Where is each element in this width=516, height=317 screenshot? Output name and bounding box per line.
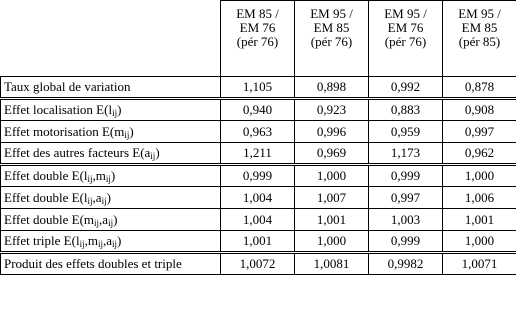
row-label xyxy=(1,77,221,99)
label-text: ,m xyxy=(84,233,98,248)
value-cell: 0,9982 xyxy=(369,253,443,275)
label-text: ,a xyxy=(102,233,112,248)
value-cell: 0,992 xyxy=(369,77,443,99)
value-cell: 1,001 xyxy=(443,209,516,231)
header-line: EM 85 xyxy=(313,20,350,35)
value-cell: 0,959 xyxy=(369,121,443,143)
label-text: ) xyxy=(155,145,160,160)
value-cell: 0,999 xyxy=(221,165,295,187)
label-text: ,a xyxy=(99,211,109,227)
value-cell: 1,0072 xyxy=(221,253,295,275)
value-cell: 1,004 xyxy=(221,187,295,209)
value-cell: 1,000 xyxy=(443,165,516,187)
value-cell: 0,969 xyxy=(295,143,369,165)
label-subscript: ij xyxy=(150,151,156,161)
value-cell: 0,999 xyxy=(369,231,443,253)
header-cell xyxy=(443,1,516,77)
table-row xyxy=(1,121,516,143)
value-cell: 1,007 xyxy=(295,187,369,209)
header-line: EM 76 xyxy=(239,20,276,35)
label-text: ) xyxy=(129,123,134,139)
header-line: (pér 76) xyxy=(236,34,279,49)
label-text: Effet double E(l xyxy=(4,189,88,205)
row-label xyxy=(1,187,221,209)
label-text: Effet triple E(l xyxy=(4,233,80,248)
table-row xyxy=(1,99,516,121)
value-cell: 1,001 xyxy=(295,209,369,231)
row-label xyxy=(1,121,221,143)
header-line: (pér 85) xyxy=(458,34,501,49)
label-subscript: ij xyxy=(112,108,118,118)
table-row xyxy=(1,209,516,231)
label-text: Effet double E(l xyxy=(4,168,88,183)
label-text: ,m xyxy=(92,168,106,183)
value-cell: 0,997 xyxy=(443,121,516,143)
value-cell: 0,923 xyxy=(295,99,369,121)
header-label-cell xyxy=(1,1,221,77)
header-line: (pér 76) xyxy=(310,34,353,49)
value-cell: 1,003 xyxy=(369,209,443,231)
label-text: ) xyxy=(117,102,122,117)
table-body xyxy=(1,77,516,275)
label-subscript: ij xyxy=(79,239,85,249)
value-cell: 1,000 xyxy=(295,165,369,187)
label-subscript: ij xyxy=(105,174,111,184)
header-line: EM 85 xyxy=(461,20,498,35)
row-label xyxy=(1,143,221,165)
value-cell: 1,001 xyxy=(221,231,295,253)
label-subscript: ij xyxy=(97,239,103,249)
value-cell: 0,883 xyxy=(369,99,443,121)
header-cell xyxy=(369,1,443,77)
label-subscript: ij xyxy=(87,195,93,206)
value-cell: 0,997 xyxy=(369,187,443,209)
label-text: Taux global de variation xyxy=(4,79,131,94)
table-row xyxy=(1,143,516,165)
value-cell: 0,963 xyxy=(221,121,295,143)
label-text: Effet localisation E(l xyxy=(4,102,113,117)
label-text: ) xyxy=(113,211,118,227)
row-label xyxy=(1,165,221,187)
table-row xyxy=(1,77,516,99)
table-row xyxy=(1,231,516,253)
value-cell: 0,999 xyxy=(369,165,443,187)
header-line: EM 95 / xyxy=(458,6,501,21)
label-subscript: ij xyxy=(112,239,118,249)
value-cell: 1,211 xyxy=(221,143,295,165)
value-cell: 1,006 xyxy=(443,187,516,209)
value-cell: 1,0071 xyxy=(443,253,516,275)
value-cell: 1,000 xyxy=(295,231,369,253)
label-text: Effet double E(m xyxy=(4,211,95,227)
value-cell: 0,908 xyxy=(443,99,516,121)
value-cell: 1,004 xyxy=(221,209,295,231)
label-text: ,a xyxy=(92,189,102,205)
table-row xyxy=(1,165,516,187)
label-subscript: ij xyxy=(101,195,107,206)
header-cell xyxy=(295,1,369,77)
row-label xyxy=(1,99,221,121)
value-cell: 1,000 xyxy=(443,231,516,253)
row-label xyxy=(1,253,221,275)
value-cell: 1,0081 xyxy=(295,253,369,275)
header-line: EM 95 / xyxy=(310,6,353,21)
header-line: EM 85 / xyxy=(236,6,279,21)
value-cell: 0,940 xyxy=(221,99,295,121)
value-cell: 0,996 xyxy=(295,121,369,143)
label-text: ) xyxy=(117,233,122,248)
value-cell: 1,173 xyxy=(369,143,443,165)
header-cell xyxy=(221,1,295,77)
value-cell: 0,898 xyxy=(295,77,369,99)
value-cell: 0,878 xyxy=(443,77,516,99)
label-text: Produit des effets doubles et triple xyxy=(4,256,182,271)
row-label xyxy=(1,209,221,231)
label-text: ) xyxy=(106,189,111,205)
table-row xyxy=(1,253,516,275)
header-line: (pér 76) xyxy=(384,34,427,49)
header-line: EM 95 / xyxy=(384,6,427,21)
label-text: ) xyxy=(110,168,116,183)
header-row xyxy=(1,1,516,77)
table-row xyxy=(1,187,516,209)
header-line: EM 76 xyxy=(387,20,424,35)
value-cell: 0,962 xyxy=(443,143,516,165)
label-subscript: ij xyxy=(108,217,114,228)
row-label xyxy=(1,231,221,253)
label-subscript: ij xyxy=(87,174,93,184)
value-cell: 1,105 xyxy=(221,77,295,99)
label-subscript: ij xyxy=(124,129,130,140)
label-text: Effet motorisation E(m xyxy=(4,123,125,139)
label-text: Effet des autres facteurs E(a xyxy=(4,145,151,160)
label-subscript: ij xyxy=(94,217,100,228)
